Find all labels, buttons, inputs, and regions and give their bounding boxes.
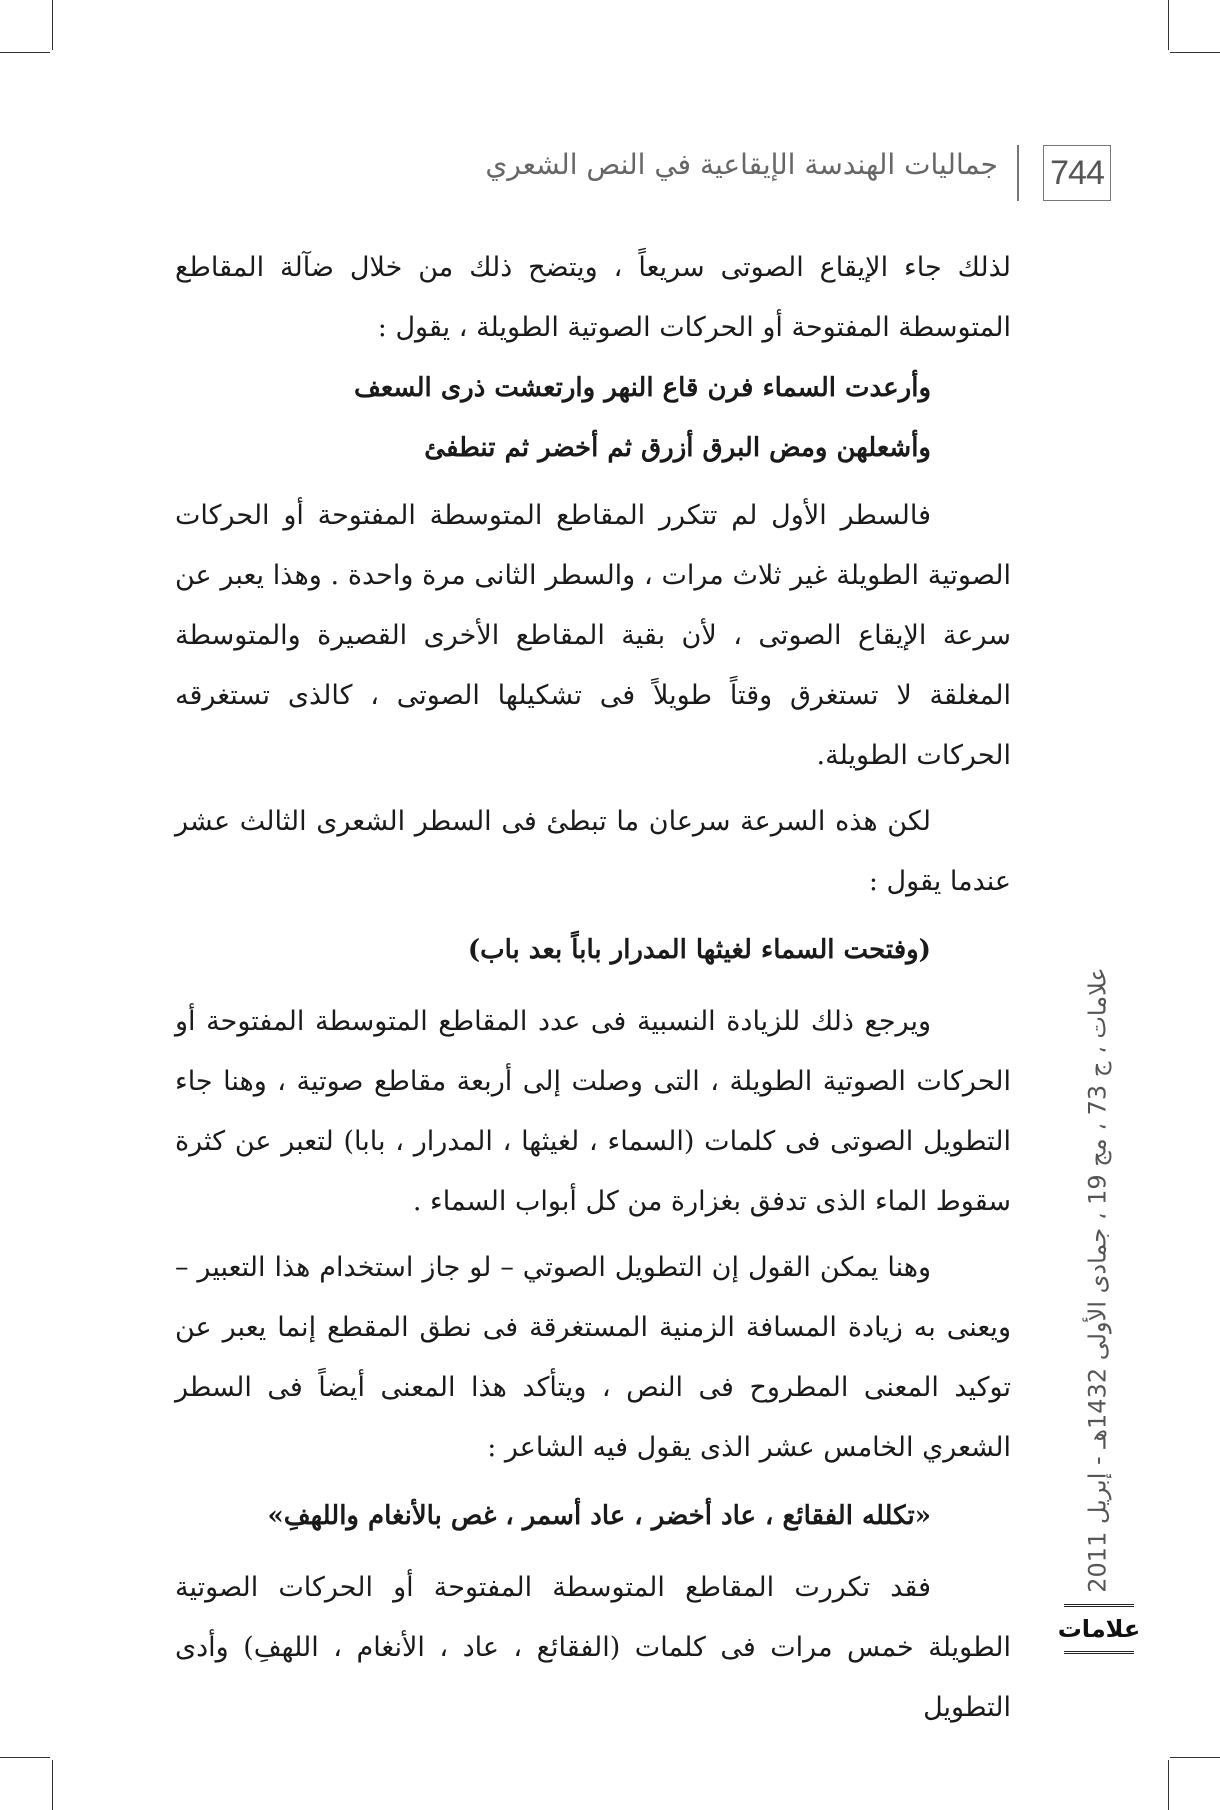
running-title: جماليات الهندسة الإيقاعية في النص الشعري xyxy=(485,148,998,181)
page-number: 744 xyxy=(1043,145,1111,201)
verse-line: (وفتحت السماء لغيثها المدرار باباً بعد باب) xyxy=(467,935,931,965)
paragraph: فقد تكررت المقاطع المتوسطة المفتوحة أو الحركات الصوتية الطويلة خمس مرات فى كلمات (الفقائع ، عاد ، الأنغام ، اللهفِ) وأدى التطويل xyxy=(175,1572,1011,1723)
verse-line: «تكلله الفقائع ، عاد أخضر ، عاد أسمر ، غص بالأنغام واللهفِ» xyxy=(267,1501,931,1531)
crop-mark xyxy=(52,1760,53,1810)
crop-mark xyxy=(0,1757,50,1758)
verse-line: وأرعدت السماء فرن قاع النهر وارتعشت ذرى السعف xyxy=(353,373,931,403)
paragraph: لذلك جاء الإيقاع الصوتى سريعاً ، ويتضح ذلك من خلال ضآلة المقاطع المتوسطة المفتوحة أو الحركات الصوتية الطويلة ، يقول : xyxy=(175,252,1011,343)
verse-line: وأشعلهن ومض البرق أزرق ثم أخضر ثم تنطفئ xyxy=(424,433,931,463)
paragraph: لكن هذه السرعة سرعان ما تبطئ فى السطر الشعرى الثالث عشر عندما يقول : xyxy=(175,806,1011,897)
header-divider xyxy=(1017,145,1019,201)
article-body xyxy=(175,238,1011,1738)
journal-citation-text: علامات ، ج 73 ، مج 19 ، جمادى الأولى 1432هـ - إبريل 2011 xyxy=(1084,967,1113,1593)
journal-citation xyxy=(1078,960,1118,1600)
crop-mark xyxy=(52,0,53,50)
paragraph: وهنا يمكن القول إن التطويل الصوتي – لو جاز استخدام هذا التعبير – ويعنى به زيادة المسافة الزمنية المستغرقة فى نطق المقطع إنما يعبر عن توكيد المعنى المطروح فى النص ، ويتأكد هذا المعنى أيضاً فى السطر الشعري الخامس عشر الذى يقول فيه الشاعر : xyxy=(175,1252,1011,1463)
crop-mark xyxy=(1170,1757,1220,1758)
crop-mark xyxy=(0,52,50,53)
paragraph: فالسطر الأول لم تتكرر المقاطع المتوسطة المفتوحة أو الحركات الصوتية الطويلة غير ثلاث مرات ، والسطر الثانى مرة واحدة . وهذا يعبر عن سرعة الإيقاع الصوتى ، لأن بقية المقاطع الأخرى القصيرة والمتوسطة المغلقة لا تستغرق وقتاً طويلاً فى تشكيلها الصوتى ، كالذى تستغرقه الحركات الطويلة. xyxy=(175,500,1011,771)
crop-mark xyxy=(1168,0,1169,50)
crop-mark xyxy=(1168,1760,1169,1810)
crop-mark xyxy=(1170,52,1220,53)
journal-logo: علامات xyxy=(1064,1604,1134,1654)
paragraph: ويرجع ذلك للزيادة النسبية فى عدد المقاطع المتوسطة المفتوحة أو الحركات الصوتية الطويلة ، التى وصلت إلى أربعة مقاطع صوتية ، وهنا جاء التطويل الصوتى فى كلمات (السماء ، لغيثها ، المدرار ، بابا) لتعبر عن كثرة سقوط الماء الذى تدفق بغزارة من كل أبواب السماء . xyxy=(175,1006,1011,1217)
